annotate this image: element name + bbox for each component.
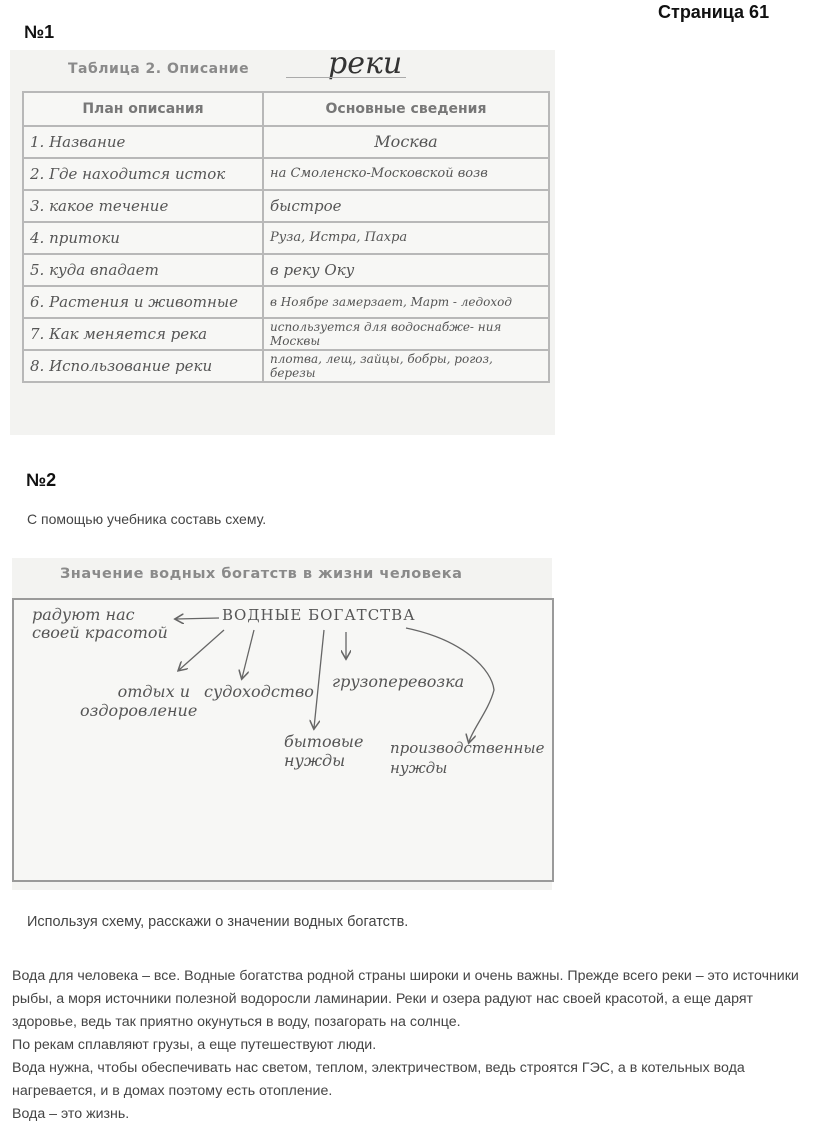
table-row [23,254,549,286]
arrow-to-household [314,630,324,728]
plan-cell: 7. Как меняется река [23,318,263,350]
arrow-to-shipping [242,630,254,678]
header-info: Основные сведения [263,92,549,126]
title-underline [286,77,406,78]
plan-cell: 8. Использование реки [23,350,263,382]
header-plan: План описания [23,92,263,126]
info-cell: Руза, Истра, Пахра [263,222,549,254]
scheme-node-shipping: судоходство [204,682,314,701]
page-number: Страница 61 [658,2,770,22]
info-cell: в Ноябре замерзает, Март - ледоход [263,286,549,318]
table-header-row [23,92,549,126]
info-cell: в реку Оку [263,254,549,286]
task-1-number: №1 [24,22,55,42]
table-title-handwritten: реки [328,46,403,81]
table-row [23,350,549,382]
plan-cell: 2. Где находится исток [23,158,263,190]
scheme-node-industry: производственные нужды [390,739,545,777]
task-2-number: №2 [26,470,57,490]
table-row [23,286,549,318]
table-row [23,126,549,158]
plan-cell: 4. притоки [23,222,263,254]
table-title: Таблица 2. Описание [68,61,250,77]
scheme-node-rest: отдых и оздоровление [80,682,198,720]
scheme-center: ВОДНЫЕ БОГАТСТВА [222,606,416,624]
task-2-instruction: С помощью учебника составь схему. [27,511,267,527]
scheme-node-cargo: грузоперевозка [332,672,465,691]
scheme-node-beauty: радуют нас своей красотой [32,605,168,642]
arrow-to-beauty [176,618,219,619]
plan-cell: 5. куда впадает [23,254,263,286]
info-cell: плотва, лещ, зайцы, бобры, рогоз, березы [263,350,549,382]
answer-paragraph: Вода – это жизнь. [12,1106,130,1122]
table-row [23,158,549,190]
scheme-frame [12,598,554,882]
info-cell: используется для водоснабже- ния Москвы [263,318,549,350]
answer-text [12,965,807,1126]
scheme-title: Значение водных богатств в жизни человека [60,566,463,582]
info-cell: на Смоленско-Московской возв [263,158,549,190]
river-description-table [22,91,550,383]
plan-cell: 3. какое течение [23,190,263,222]
answer-paragraph: Вода для человека – все. Водные богатства родной страны широки и очень важны. Прежде всего реки – это источники рыбы, а моря источники полезной водоросли ламинарии. Реки и озера радуют нас своей красотой, а еще дарят здоровье, ведь так приятно окунуться в воду, позагорать на солнце. [12,968,799,1030]
answer-paragraph: Вода нужна, чтобы обеспечивать нас светом, теплом, электричеством, ведь строятся ГЭС, а в котельных вода нагревается, и в домах поэтому есть отопление. [12,1060,745,1099]
table-row [23,318,549,350]
table-row [23,190,549,222]
scheme-node-household: бытовые нужды [284,732,364,770]
arrow-to-rest [179,630,224,670]
info-cell: быстрое [263,190,549,222]
plan-cell: 6. Растения и животные [23,286,263,318]
scheme-prompt: Используя схему, расскажи о значении водных богатств. [27,914,409,930]
info-cell: Москва [263,126,549,158]
table-row [23,222,549,254]
plan-cell: 1. Название [23,126,263,158]
answer-paragraph: По рекам сплавляют грузы, а еще путешествуют люди. [12,1037,377,1053]
